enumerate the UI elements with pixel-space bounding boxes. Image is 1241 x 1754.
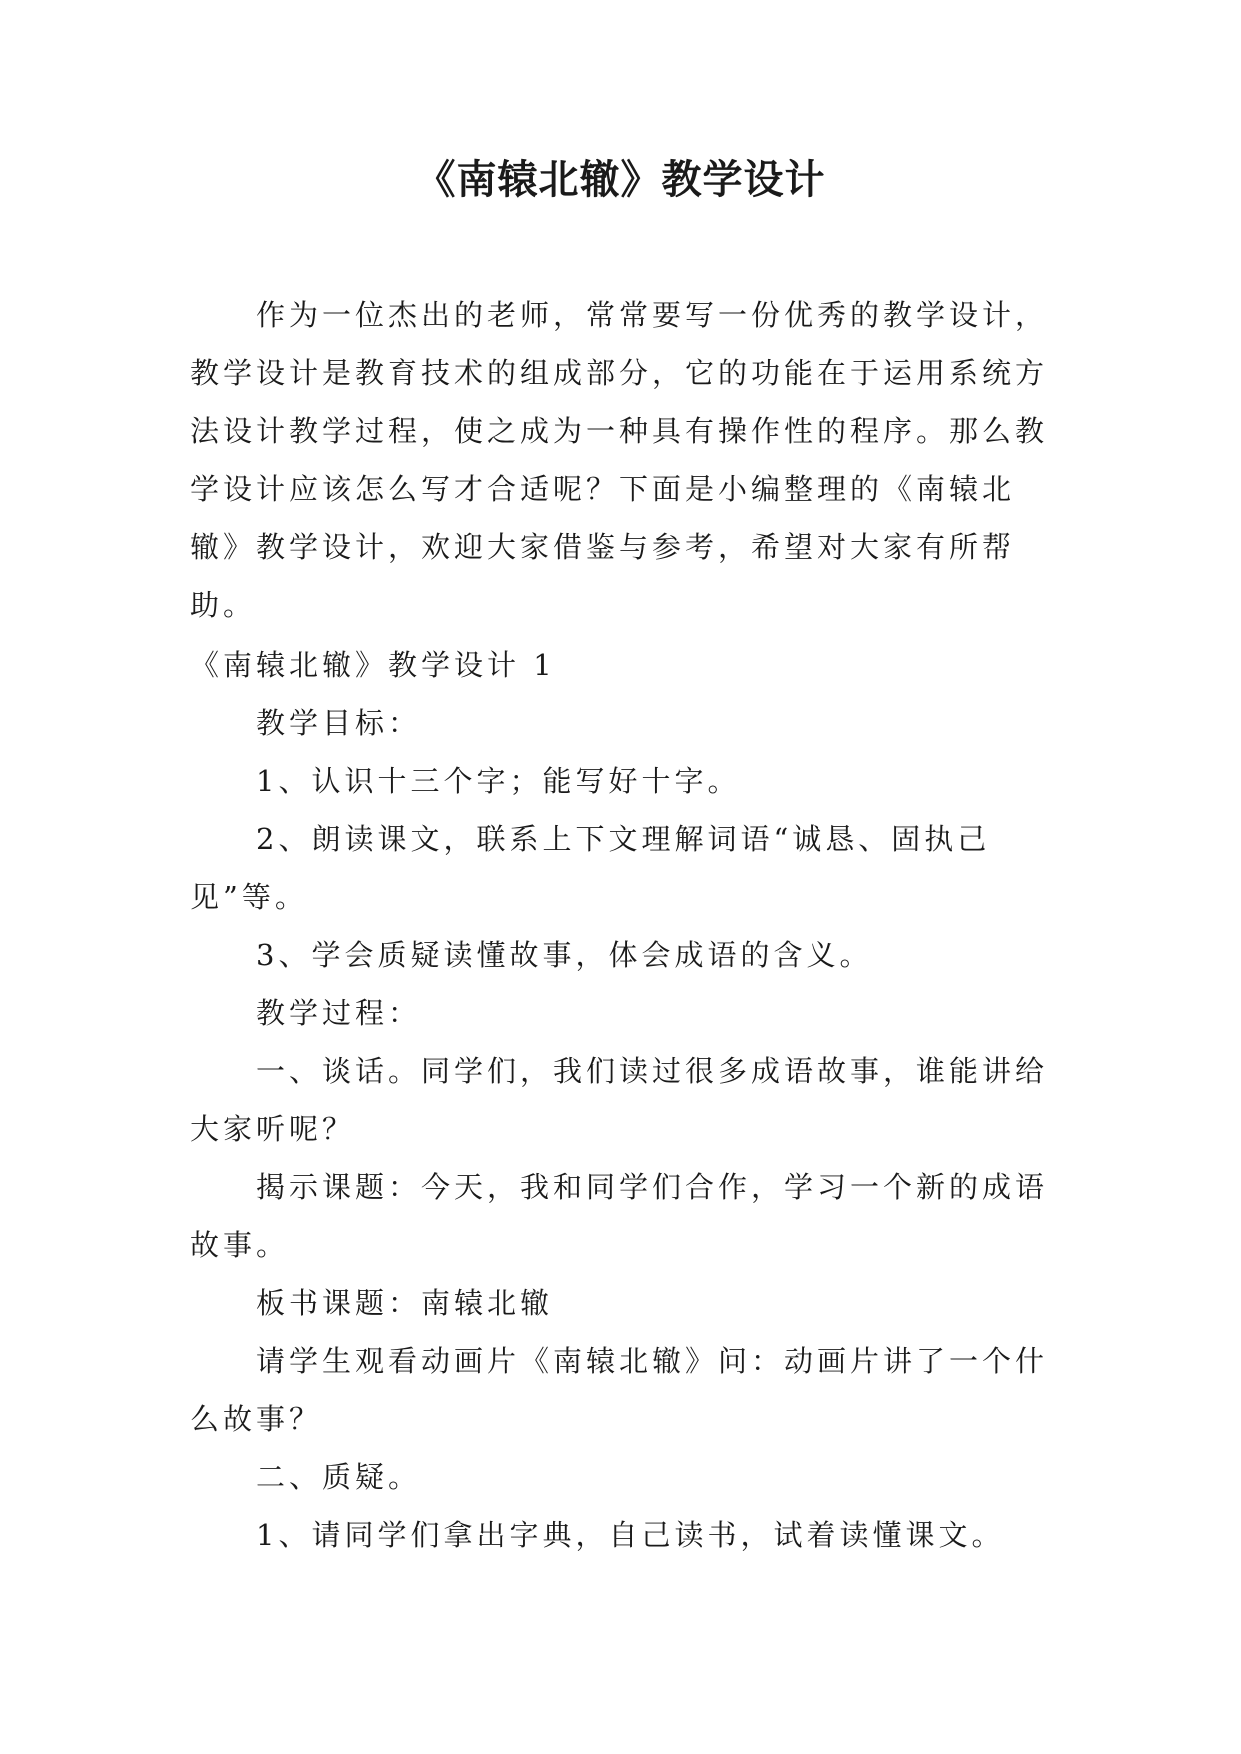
paragraph-step-2-question: 二、质疑。 xyxy=(256,1460,422,1494)
intro-paragraph: 作为一位杰出的老师，常常要写一份优秀的教学设计，教学设计是教育技术的组成部分，它的功能在于运用系统方法设计教学过程，使之成为一种具有操作性的程序。那么教学设计应该怎么写才合适呢？下面是小编整理的《南辕北辙》教学设计，欢迎大家借鉴与参考，希望对大家有所帮助。 xyxy=(190,298,1049,622)
lesson-section-1 xyxy=(190,636,1060,1564)
paragraph-watch-animation: 请学生观看动画片《南辕北辙》问：动画片讲了一个什么故事？ xyxy=(190,1344,1049,1436)
paragraph-goal-1: 1、认识十三个字；能写好十字。 xyxy=(256,764,741,798)
paragraph-board-topic: 板书课题：南辕北辙 xyxy=(256,1286,554,1320)
document-title: 《南辕北辙》教学设计 xyxy=(415,157,826,203)
paragraph-step-2-item-1: 1、请同学们拿出字典，自己读书，试着读懂课文。 xyxy=(256,1518,1005,1552)
paragraph-reveal-topic: 揭示课题：今天，我和同学们合作，学习一个新的成语故事。 xyxy=(190,1170,1049,1262)
section-heading: 《南辕北辙》教学设计 1 xyxy=(190,648,556,682)
paragraph-step-1-talk: 一、谈话。同学们，我们读过很多成语故事，谁能讲给大家听呢？ xyxy=(190,1054,1049,1146)
paragraph-teaching-goals: 教学目标： xyxy=(256,706,422,740)
paragraph-goal-2: 2、朗读课文，联系上下文理解词语“诚恳、固执己见”等。 xyxy=(190,822,991,914)
paragraph-goal-3: 3、学会质疑读懂故事，体会成语的含义。 xyxy=(256,938,873,972)
paragraph-teaching-process: 教学过程： xyxy=(256,996,422,1030)
